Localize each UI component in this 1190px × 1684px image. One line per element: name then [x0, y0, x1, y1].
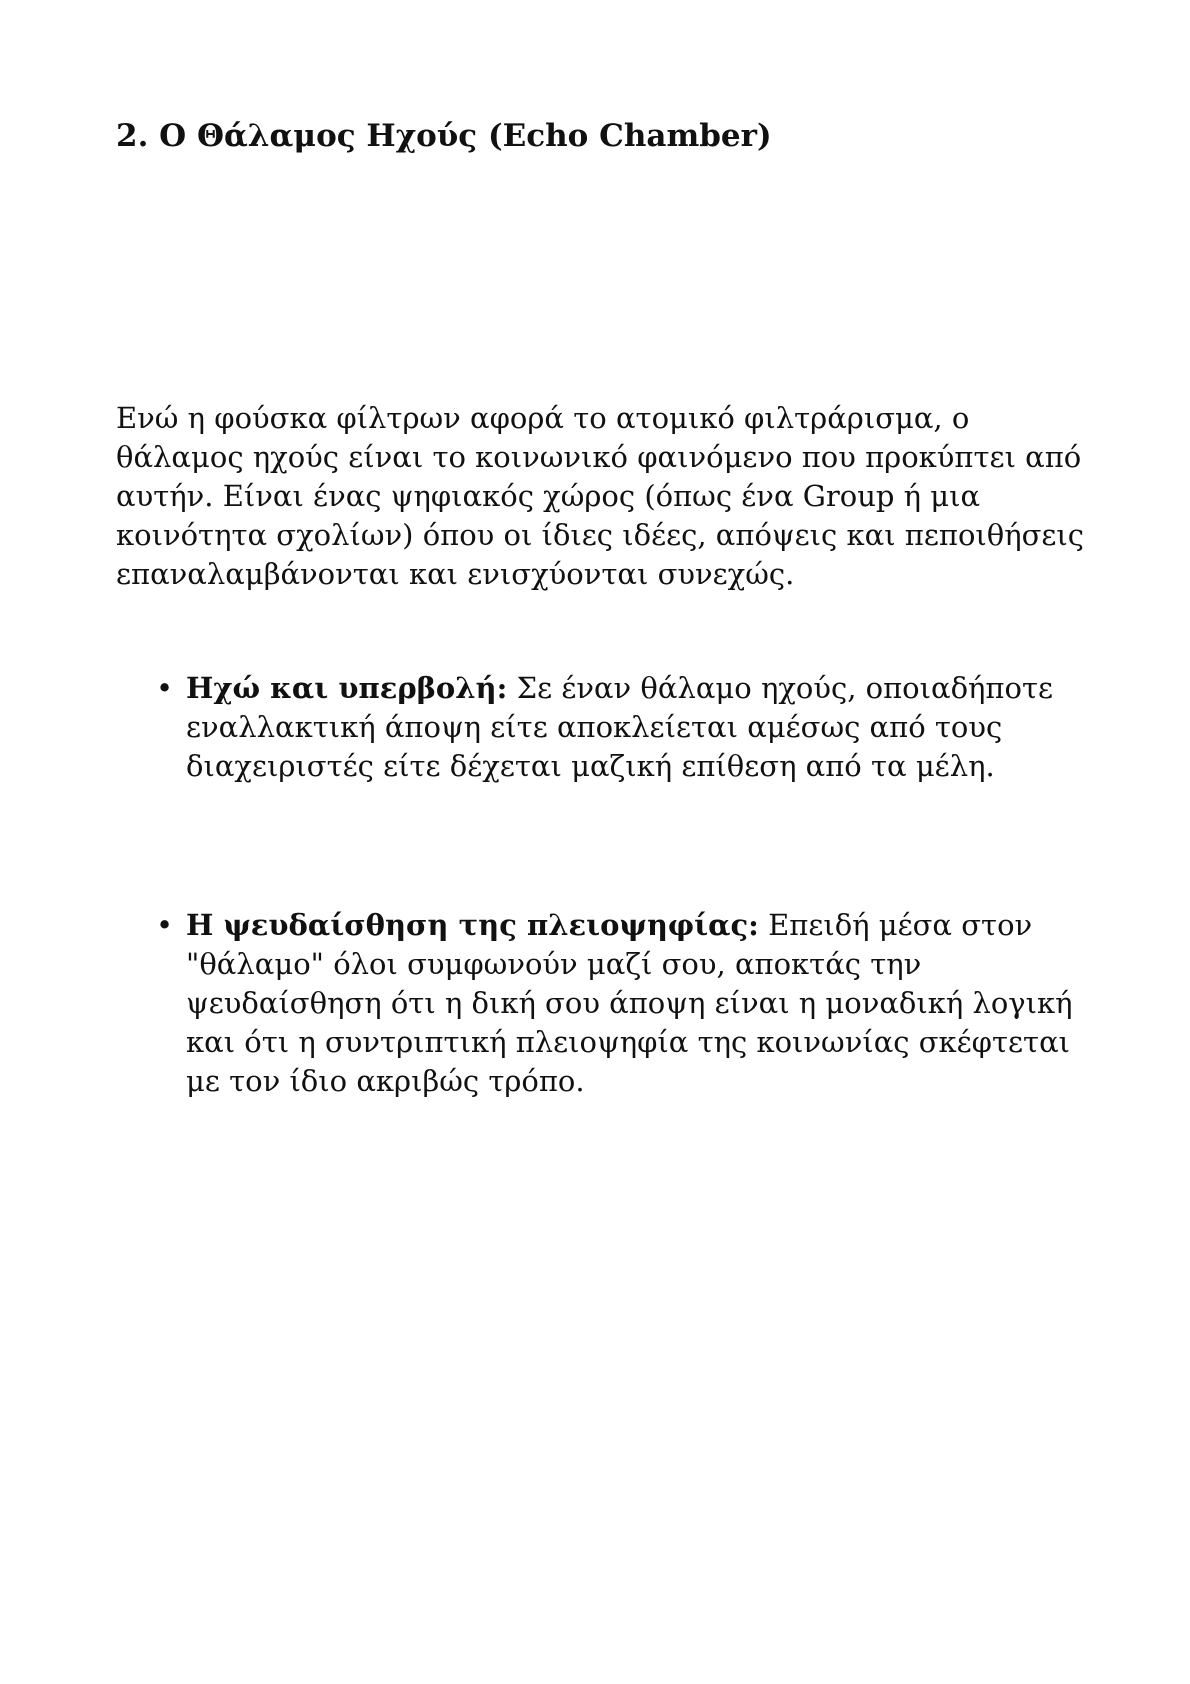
section-heading: 2. Ο Θάλαμος Ηχούς (Echo Chamber): [116, 118, 772, 154]
list-item: [156, 906, 1096, 1101]
bullet-term: Η ψευδαίσθηση της πλειοψηφίας:: [186, 908, 759, 942]
bullet-term: Ηχώ και υπερβολή:: [186, 671, 508, 705]
list-item: [156, 669, 1096, 786]
bullet-icon: •: [156, 671, 174, 705]
bullet-text: Σε έναν θάλαμο ηχούς, οποιαδήποτε εναλλακτική άποψη είτε αποκλείεται αμέσως από τους διαχειριστές είτε δέχεται μαζική επίθεση από τα μέλη.: [186, 671, 1054, 783]
bullet-icon: •: [156, 908, 174, 942]
bullet-text: Επειδή μέσα στον "θάλαμο" όλοι συμφωνούν μαζί σου, αποκτάς την ψευδαίσθηση ότι η δική σου άποψη είναι η μοναδική λογική και ότι η συντριπτική πλειοψηφία της κοινωνίας σκέφτεται με τον ίδιο ακριβώς τρόπο.: [186, 908, 1073, 1098]
intro-paragraph: Ενώ η φούσκα φίλτρων αφορά το ατομικό φιλτράρισμα, ο θάλαμος ηχούς είναι το κοινωνικό φαινόμενο που προκύπτει από αυτήν. Είναι ένας ψηφιακός χώρος (όπως ένα Group ή μια κοινότητα σχολίων) όπου οι ίδιες ιδέες, απόψεις και πεποιθήσεις επαναλαμβάνονται και ενισχύονται συνεχώς.: [116, 401, 1085, 591]
